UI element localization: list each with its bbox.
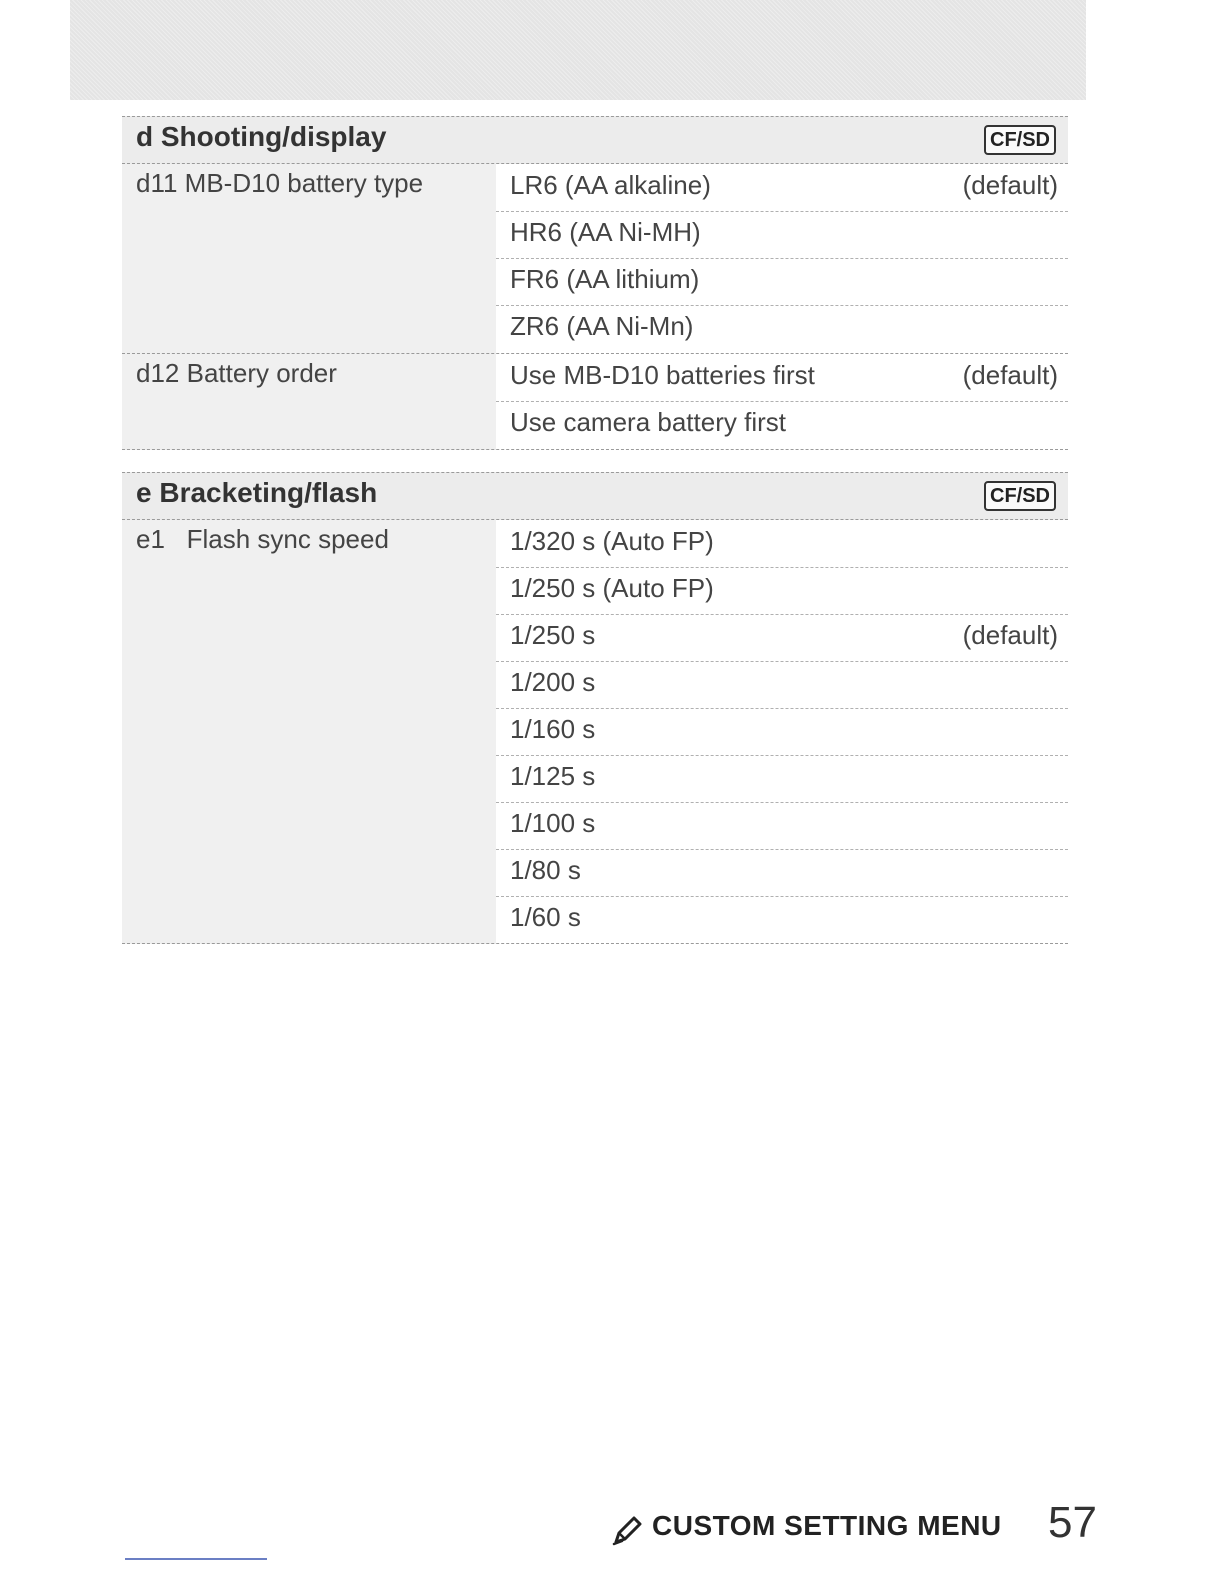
option-row	[496, 305, 1068, 352]
option-row	[496, 567, 1068, 615]
option-text: HR6 (AA Ni-MH)	[510, 217, 701, 247]
page-header-band	[70, 0, 1086, 100]
option-text: 1/250 s	[510, 620, 596, 650]
option-row	[496, 164, 1068, 212]
option-row	[496, 211, 1068, 259]
table-row	[122, 520, 1068, 944]
page-number: 57	[1048, 1498, 1097, 1547]
option-text: 1/80 s	[510, 855, 581, 885]
option-text: 1/100 s	[510, 808, 596, 838]
option-text: LR6 (AA alkaline)	[510, 170, 711, 200]
cf-sd-badge: CF/SD	[984, 125, 1056, 155]
option-text: 1/160 s	[510, 714, 596, 744]
option-text: ZR6 (AA Ni-Mn)	[510, 311, 694, 341]
setting-label-cell	[122, 354, 496, 450]
option-text: 1/60 s	[510, 902, 581, 932]
default-marker: (default)	[962, 620, 1058, 650]
option-text: FR6 (AA lithium)	[510, 264, 700, 294]
section-header	[122, 116, 1068, 164]
option-text: 1/125 s	[510, 761, 596, 791]
option-row	[496, 614, 1068, 662]
cf-sd-badge: CF/SD	[984, 481, 1056, 511]
section-title: e Bracketing/flash	[136, 477, 378, 508]
option-text: 1/320 s (Auto FP)	[510, 526, 714, 556]
option-row	[496, 896, 1068, 943]
option-row	[496, 708, 1068, 756]
bottom-rule	[125, 1558, 267, 1560]
default-marker: (default)	[962, 360, 1058, 390]
option-text: Use MB-D10 batteries first	[510, 360, 815, 390]
section-e-bracketing-flash	[122, 472, 1068, 946]
setting-label: d12 Battery order	[136, 358, 337, 388]
option-row	[496, 520, 1068, 568]
option-text: 1/250 s (Auto FP)	[510, 573, 714, 603]
setting-label: e1 Flash sync speed	[136, 524, 389, 554]
setting-label-cell	[122, 164, 496, 354]
option-row	[496, 661, 1068, 709]
row-divider	[122, 943, 1068, 944]
option-row	[496, 258, 1068, 306]
section-title: d Shooting/display	[136, 121, 387, 152]
section-header	[122, 472, 1068, 520]
option-text: 1/200 s	[510, 667, 596, 697]
option-row	[496, 849, 1068, 897]
option-row	[496, 802, 1068, 850]
setting-label: d11 MB-D10 battery type	[136, 168, 424, 198]
section-d-shooting-display	[122, 116, 1068, 450]
setting-label-cell	[122, 520, 496, 944]
option-text: Use camera battery first	[510, 407, 786, 437]
option-row	[496, 354, 1068, 402]
pencil-icon	[610, 1512, 646, 1548]
option-row	[496, 755, 1068, 803]
page-footer	[606, 1498, 1106, 1558]
option-row	[496, 401, 1068, 448]
default-marker: (default)	[962, 170, 1058, 200]
table-row	[122, 354, 1068, 450]
footer-title: CUSTOM SETTING MENU	[652, 1510, 1002, 1541]
row-divider	[122, 449, 1068, 450]
table-row	[122, 164, 1068, 354]
